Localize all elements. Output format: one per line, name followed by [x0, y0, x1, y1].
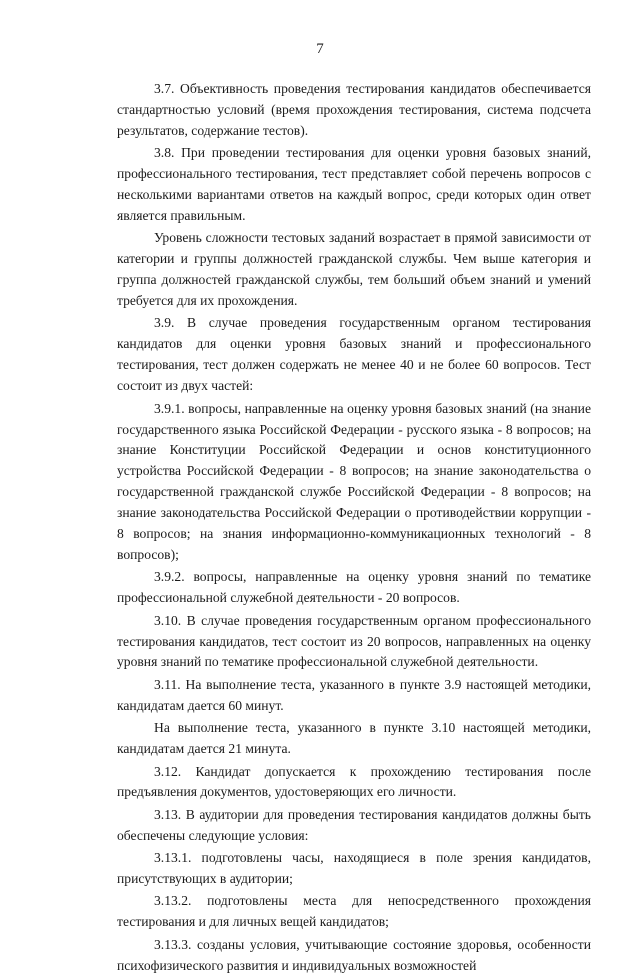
paragraph-3-13: 3.13. В аудитории для проведения тестирования кандидатов должны быть обеспечены следующие условия:: [117, 806, 591, 843]
paragraph-3-12: 3.12. Кандидат допускается к прохождению тестирования после предъявления документов, удостоверяющих его личности.: [117, 763, 591, 800]
paragraph-3-9-2: 3.9.2. вопросы, направленные на оценку уровня знаний по тематике профессиональной служебной деятельности - 20 вопросов.: [117, 569, 591, 606]
paragraph-3-13-2: 3.13.2. подготовлены места для непосредственного прохождения тестирования и для личных вещей кандидатов;: [117, 893, 591, 930]
paragraph-3-9: 3.9. В случае проведения государственным органом тестирования кандидатов для оценки уровня базовых знаний и профессионального тестирования, тест должен содержать не менее 40 и не более 60 вопросов. Тест состоит из двух частей:: [117, 315, 591, 394]
paragraph-3-7: 3.7. Объективность проведения тестирования кандидатов обеспечивается стандартностью условий (время прохождения тестирования, система подсчета результатов, содержание тестов).: [117, 81, 591, 138]
paragraph-3-8: 3.8. При проведении тестирования для оценки уровня базовых знаний, профессионального тестирования, тест представляет собой перечень вопросов с несколькими вариантами ответов на каждый вопрос, среди которых один ответ является правильным.: [117, 145, 591, 223]
paragraph-3-11: 3.11. На выполнение теста, указанного в пункте 3.9 настоящей методики, кандидатам дается 60 минут.: [117, 676, 591, 713]
paragraph-difficulty-level: Уровень сложности тестовых заданий возрастает в прямой зависимости от категории и группы должностей гражданской службы. Чем выше категория и группа должностей гражданской службы, тем больший объем знаний и умений требуется для их прохождения.: [117, 230, 591, 309]
paragraph-3-9-1: 3.9.1. вопросы, направленные на оценку уровня базовых знаний (на знание государственного языка Российской Федерации - русского языка - 8 вопросов; на знание Конституции Российской Федерации и основ конституционного устройства Российской Федерации - 8 вопросов; на знание законодательства о государственной гражданской службе Российской Федерации - 8 вопросов; на знание законодательства Российской Федерации о противодействии коррупции - 8 вопросов; на знания информационно-коммуникационных технологий - 8 вопросов);: [117, 400, 591, 562]
paragraph-3-10: 3.10. В случае проведения государственным органом профессионального тестирования кандидатов, тест состоит из 20 вопросов, направленных на оценку уровня знаний по тематике профессиональной служебной деятельности.: [117, 612, 591, 670]
document-body: [117, 79, 591, 978]
paragraph-3-13-3: 3.13.3. созданы условия, учитывающие состояние здоровья, особенности психофизического развития и индивидуальных возможностей: [117, 936, 591, 973]
paragraph-3-13-1: 3.13.1. подготовлены часы, находящиеся в поле зрения кандидатов, присутствующих в аудитории;: [117, 850, 591, 887]
page-number: 7: [316, 41, 324, 57]
paragraph-3-11-continued: На выполнение теста, указанного в пункте 3.10 настоящей методики, кандидатам дается 21 минута.: [117, 720, 591, 757]
